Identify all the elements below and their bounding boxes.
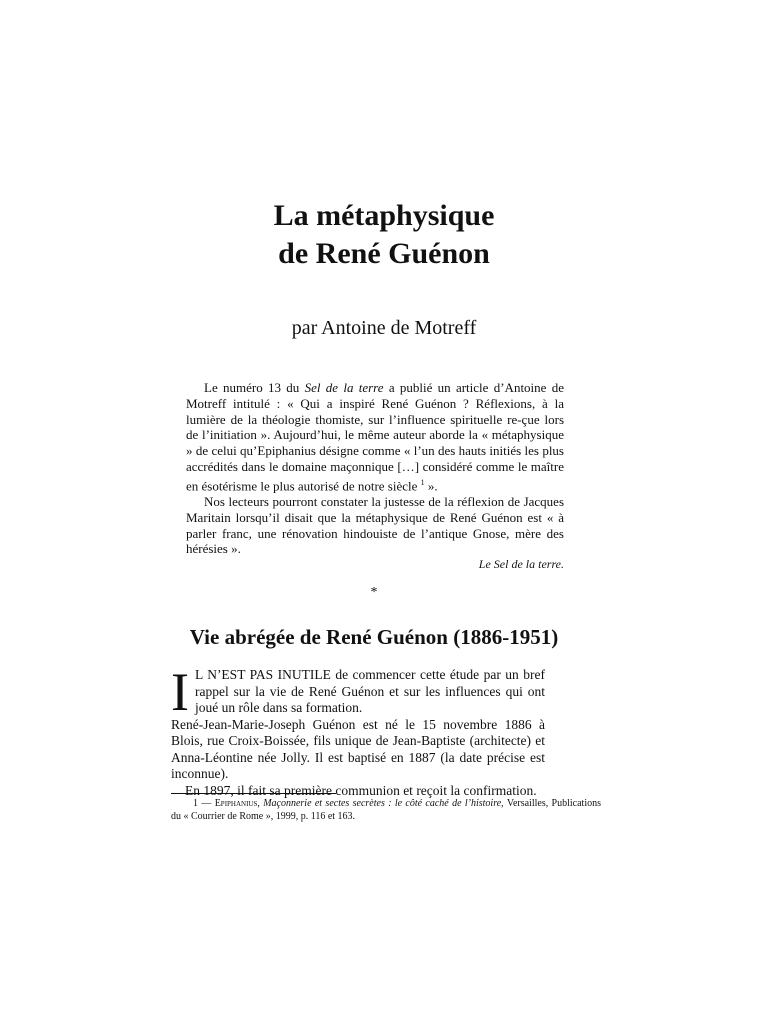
section-body: [171, 662, 545, 799]
footnote-author: Epiphanius: [214, 798, 258, 809]
drop-cap-letter: I: [171, 662, 189, 722]
footnote-number: 1 —: [193, 798, 215, 809]
editorial-introduction: [186, 380, 564, 573]
body-paragraph-2: René-Jean-Marie-Joseph Guénon est né le 15 novembre 1886 à Blois, rue Croix-Boissée, fils unique de Jean-Baptiste (architecte) et Anna-Léontine née Jolly. Il est baptisé en 1887 (la date précise est inconnue).: [171, 716, 545, 781]
journal-title: Sel de la terre: [304, 380, 384, 395]
intro-text: Le numéro 13 du: [204, 380, 305, 395]
intro-text: a publié un article d’Antoine de Motreff intitulé : « Qui a inspiré René Guénon ? Réflexions, à la lumière de la théologie thomiste, sur l’influence spirituelle re-çue lors de l’initiation ». Aujourd’hui, le même auteur aborde la « métaphysique » de celui qu’Epiphanius désigne comme « l’un des hauts initiés les plus accrédités dans le domaine maçonnique […] considéré comme le maître en ésotérisme le plus autorisé de notre siècle: [186, 380, 564, 494]
intro-text: ».: [424, 478, 438, 494]
footnote-work-title: Maçonnerie et sectes secrètes : le côté caché de l’histoire: [263, 798, 502, 809]
intro-paragraph-2: Nos lecteurs pourront constater la justesse de la réflexion de Jacques Maritain lorsqu’il disait que la métaphysique de René Guénon est « à parler franc, une rénovation hindouiste de l’antique Gnose, mère des hérésies ».: [186, 493, 564, 557]
section-separator: *: [370, 585, 378, 600]
footnote-divider: [171, 793, 336, 794]
author-byline: par Antoine de Motreff: [291, 317, 477, 339]
lead-in-text: L N’EST PAS INUTILE: [194, 667, 331, 682]
editor-signature: Le Sel de la terre.: [478, 557, 564, 572]
title-line-1: La métaphysique: [273, 199, 495, 232]
body-text: de commencer cette étude par un bref rappel sur la vie de René Guénon et sur les influences qui ont joué un rôle dans sa formation.: [194, 667, 545, 715]
footnote-separator: ,: [257, 798, 264, 809]
title-line-2: de René Guénon: [278, 237, 490, 270]
section-heading: Vie abrégée de René Guénon (1886-1951): [189, 625, 559, 649]
footnote: [171, 797, 601, 823]
body-paragraph-3: En 1897, il fait sa première communion et reçoit la confirmation.: [185, 782, 537, 798]
footnote-1: [171, 797, 601, 823]
intro-paragraph-1: [186, 380, 564, 494]
footnote-reference[interactable]: 1: [420, 477, 425, 487]
footnote-details: , Versailles, Publications du « Courrier de Rome », 1999, p. 116 et 163.: [171, 798, 601, 822]
page-title: [0, 197, 768, 273]
body-paragraph-1: [171, 662, 545, 722]
